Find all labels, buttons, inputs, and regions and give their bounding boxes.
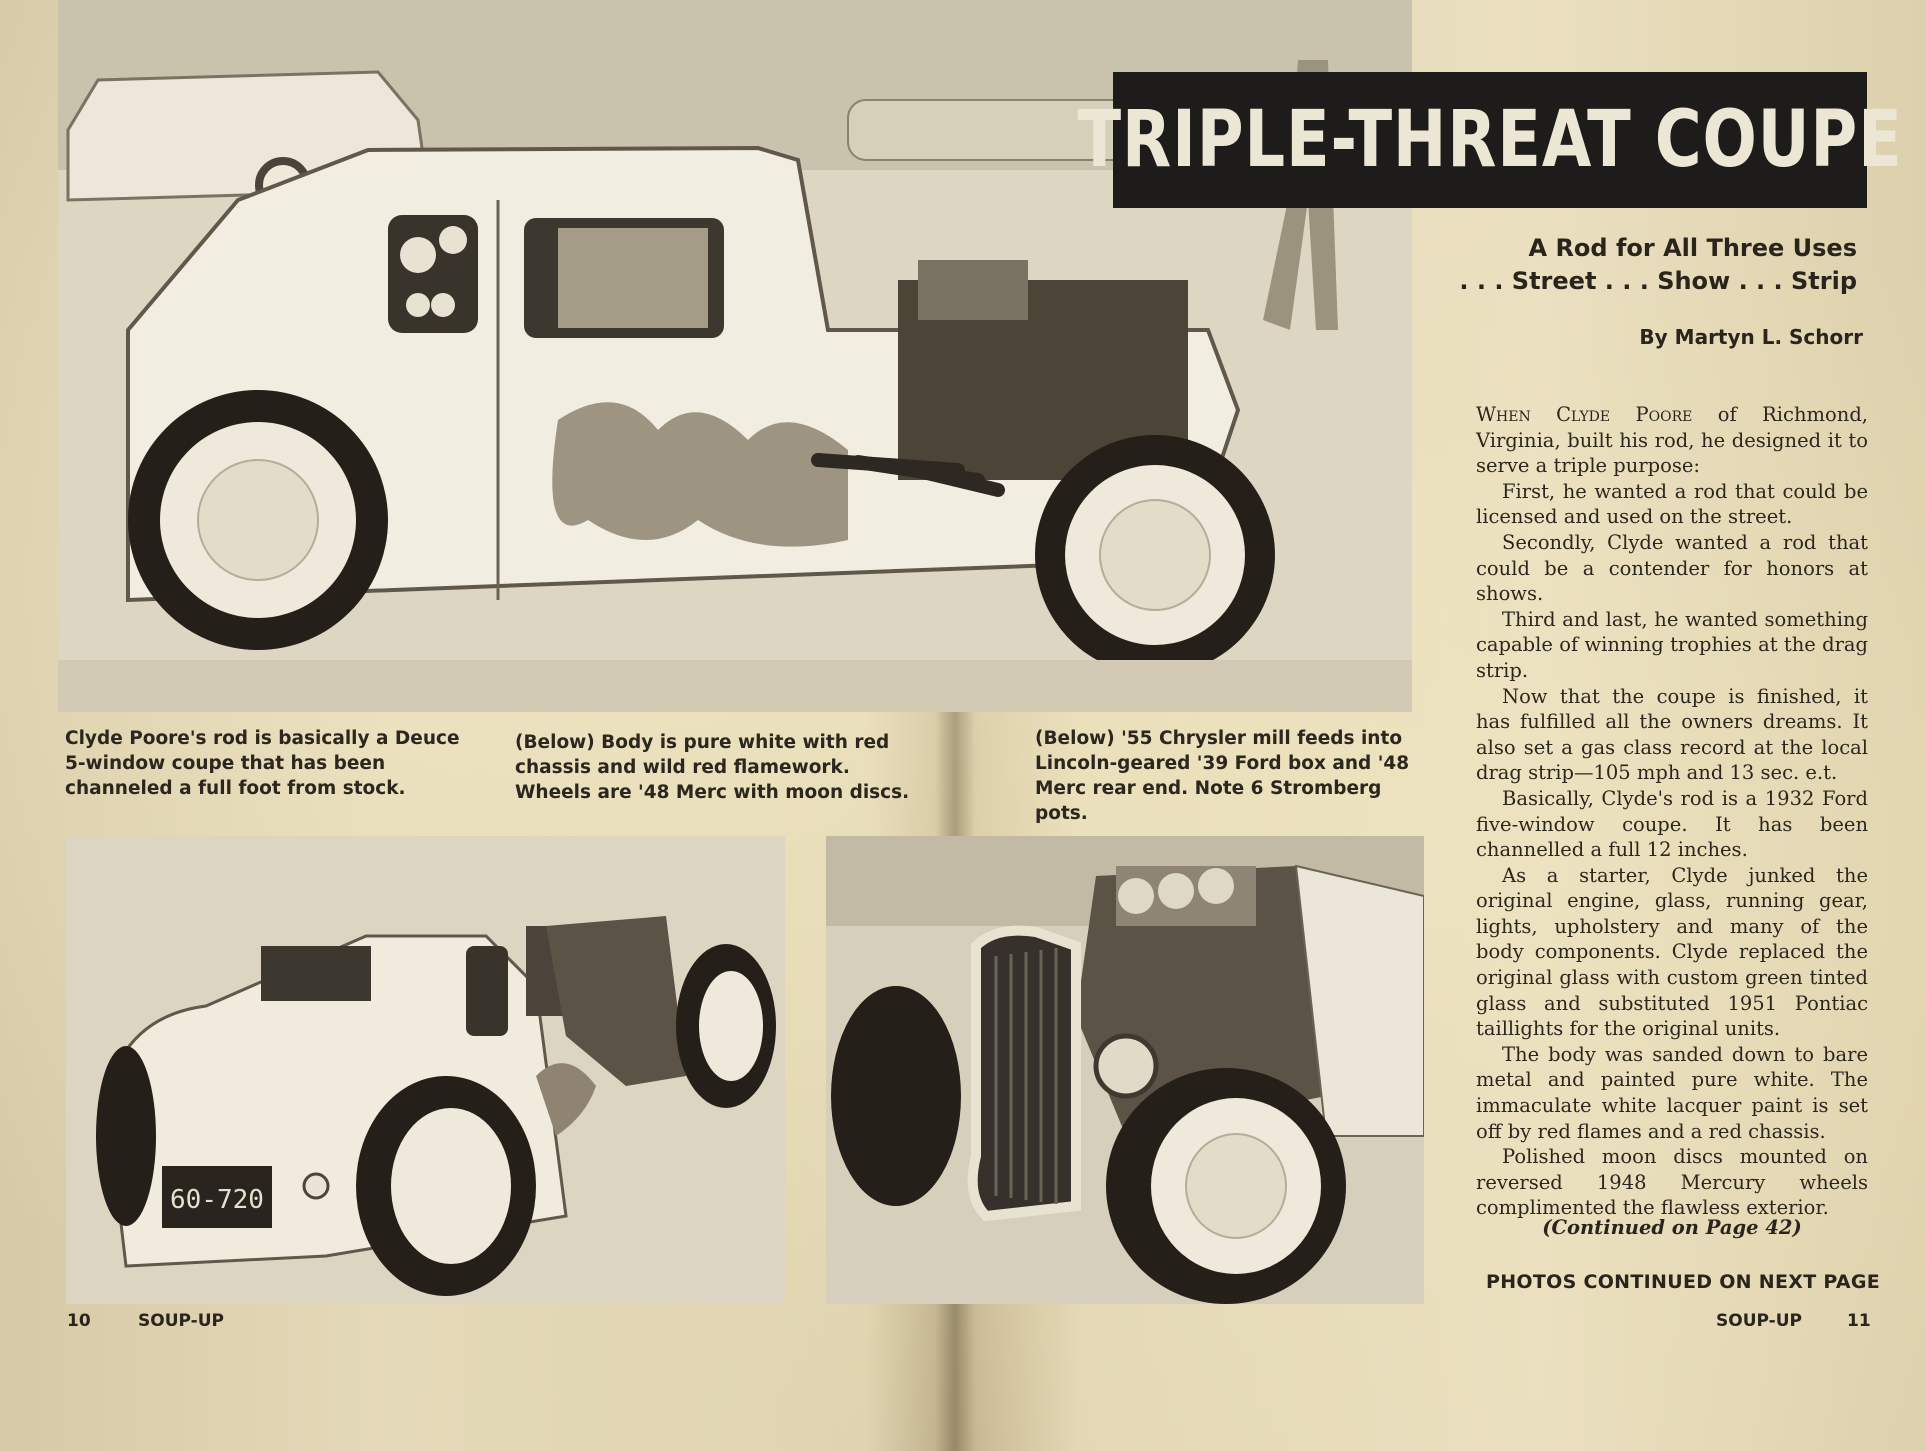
article-paragraph bbox=[1476, 402, 1868, 479]
lead-in: When Clyde Poore bbox=[1476, 403, 1693, 426]
article-paragraph: Secondly, Clyde wanted a rod that could be a contender for honors at shows. bbox=[1476, 530, 1868, 606]
photo-coupe-front-engine bbox=[826, 836, 1424, 1304]
article-paragraph: Polished moon discs mounted on reversed 1948 Mercury wheels complimented the flawless exterior. bbox=[1476, 1145, 1868, 1220]
article-paragraph: First, he wanted a rod that could be licensed and used on the street. bbox=[1476, 479, 1868, 529]
photos-continued-note: PHOTOS CONTINUED ON NEXT PAGE bbox=[1486, 1271, 1881, 1293]
article-paragraph: Third and last, he wanted something capable of winning trophies at the drag strip. bbox=[1476, 607, 1868, 682]
article-title-bar bbox=[1077, 72, 1903, 208]
page-number-right: 11 bbox=[1847, 1311, 1871, 1331]
license-plate-text: 60-720 bbox=[170, 1185, 264, 1215]
subtitle-line-2: . . . Street . . . Show . . . Strip bbox=[1459, 267, 1857, 295]
article-paragraph: As a starter, Clyde junked the original engine, glass, running gear, lights, upholstery and many of the body components. Clyde replaced the original glass with custom green tinted glass and substituted 1951 Pontiac taillights for the original units. bbox=[1476, 863, 1868, 1041]
lead-rest: of Richmond, Virginia, built his rod, he designed it to serve a triple purpose: bbox=[1476, 403, 1868, 478]
article-paragraph: The body was sanded down to bare metal and painted pure white. The immaculate white lacquer paint is set off by red flames and a red chassis. bbox=[1476, 1042, 1868, 1143]
continued-note: (Continued on Page 42) bbox=[1542, 1216, 1802, 1239]
page-number-left: 10 bbox=[67, 1311, 91, 1331]
byline: By Martyn L. Schorr bbox=[1639, 325, 1863, 349]
caption-engine-photo: (Below) '55 Chrysler mill feeds into Lincoln-geared '39 Ford box and '48 Merc rear end. Note 6 Stromberg pots. bbox=[1035, 728, 1410, 824]
photo-coupe-rear bbox=[66, 836, 785, 1304]
article-paragraph: Now that the coupe is finished, it has fulfilled all the owners dreams. It also set a gas class record at the local drag strip—105 mph and 13 sec. e.t. bbox=[1476, 684, 1868, 785]
article-subtitle bbox=[1437, 232, 1857, 298]
article-title: TRIPLE-THREAT COUPE bbox=[1077, 95, 1903, 185]
article-paragraph: Basically, Clyde's rod is a 1932 Ford five-window coupe. It has been channelled a full 12 inches. bbox=[1476, 786, 1868, 862]
magazine-name-left: SOUP-UP bbox=[138, 1311, 224, 1331]
caption-main-photo: Clyde Poore's rod is basically a Deuce 5-window coupe that has been channeled a full foot from stock. bbox=[65, 728, 460, 799]
subtitle-line-1: A Rod for All Three Uses bbox=[1528, 234, 1857, 262]
caption-rear-photo: (Below) Body is pure white with red chassis and wild red flamework. Wheels are '48 Merc with moon discs. bbox=[515, 732, 910, 803]
magazine-name-right: SOUP-UP bbox=[1716, 1311, 1802, 1331]
article-body bbox=[1476, 402, 1868, 1221]
